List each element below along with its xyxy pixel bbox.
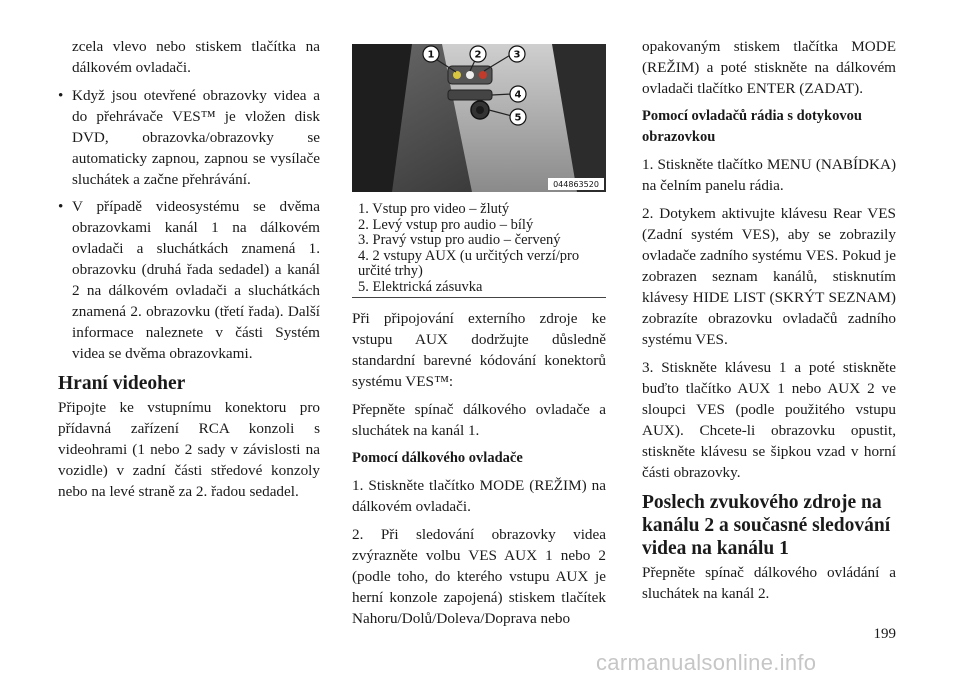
- bullet-text: Když jsou otevřené obrazovky videa a do přehrávače VES™ je vložen disk DVD, obrazovka/obrazovky se automaticky zapnou, zapnou se vysílače sluchátek a začne přehrávání.: [72, 87, 320, 188]
- watermark: carmanualsonline.info: [596, 650, 817, 675]
- body-paragraph: Připojte ke vstupnímu konektoru pro přídavná zařízení RCA konzoli s videohrami (1 nebo 2 sady v závislosti na vozidle) v zadní části středové konzoly nebo na levé straně za 2. řadou sedadel.: [58, 399, 320, 500]
- caption-item: 1. Vstup pro video – žlutý: [358, 201, 510, 217]
- subheading-touchscreen-controls: Pomocí ovladačů rádia s dotykovou obrazovkou: [642, 108, 862, 145]
- callout-number: 2: [474, 49, 482, 61]
- column-middle: [352, 40, 606, 636]
- body-paragraph: Přepněte spínač dálkového ovládání a sluchátek na kanál 2.: [642, 564, 896, 602]
- bullet-text: V případě videosystému se dvěma obrazovkami kanál 1 na dálkovém ovladači a sluchátkách znamená 1. obrazovku (druhá řada sedadel) a kanál 2 na dálkovém ovladači a sluchátkách znamená 2. obrazovku (třetí řada). Další informace naleznete v části Systém videa se dvěma obrazovkami.: [72, 198, 320, 362]
- bullet-list: [58, 85, 320, 364]
- continuation-text: zcela vlevo nebo stiskem tlačítka na dálkovém ovladači.: [72, 38, 320, 76]
- figure-caption-list: [352, 202, 606, 298]
- caption-item: 3. Pravý vstup pro audio – červený: [358, 232, 561, 248]
- step-item: 1. Stiskněte tlačítko MENU (NABÍDKA) na čelním panelu rádia.: [642, 156, 896, 194]
- step-item: 2. Při sledování obrazovky videa zvýrazněte volbu VES AUX 1 nebo 2 (podle toho, do kterého vstupu AUX je herní konzole zapojená) stiskem tlačítek Nahoru/Dolů/Doleva/Doprava nebo: [352, 526, 606, 627]
- body-paragraph: Přepněte spínač dálkového ovladače a sluchátek na kanál 1.: [352, 401, 606, 439]
- caption-item: 2. Levý vstup pro audio – bílý: [358, 216, 534, 233]
- bullet-item: [58, 196, 320, 364]
- bullet-icon: •: [58, 198, 64, 215]
- console-illustration: [352, 44, 606, 192]
- callout-number: 1: [427, 49, 435, 61]
- subheading-remote-control: Pomocí dálkového ovladače: [352, 450, 523, 466]
- bullet-item: [58, 85, 320, 190]
- console-photo: [352, 44, 606, 192]
- page-number: 199: [873, 626, 896, 642]
- body-paragraph: Při připojování externího zdroje ke vstupu AUX dodržujte důsledně standardní barevné kódování konektorů systému VES™:: [352, 310, 606, 390]
- step-item: 2. Dotykem aktivujte klávesu Rear VES (Zadní systém VES), aby se zobrazily ovladače zadního systému VES. Pokud je zobrazen seznam kanálů, stisknutím klávesy HIDE LIST (SKRÝT SEZNAM) zobrazíte obrazovku ovladačů zadního systému VES.: [642, 205, 896, 348]
- step-item: 1. Stiskněte tlačítko MODE (REŽIM) na dálkovém ovladači.: [352, 477, 606, 515]
- continuation-text: opakovaným stiskem tlačítka MODE (REŽIM) a poté stiskněte na dálkovém ovladači tlačítko ENTER (ZADAT).: [642, 38, 896, 97]
- callout-number: 4: [514, 89, 522, 101]
- callout-number: 5: [514, 112, 522, 124]
- image-code: 044863520: [553, 180, 599, 189]
- column-right: [642, 36, 896, 611]
- column-left: [58, 36, 320, 509]
- callout-number: 3: [513, 49, 521, 61]
- caption-item: 5. Elektrická zásuvka: [358, 278, 483, 295]
- section-heading-video-games: Hraní videoher: [58, 373, 186, 394]
- caption-item: 4. 2 vstupy AUX (u určitých verzí/pro určité trhy): [358, 247, 580, 279]
- section-heading-audio-channel-2: Poslech zvukového zdroje na kanálu 2 a současné sledování videa na kanálu 1: [642, 492, 891, 559]
- step-item: 3. Stiskněte klávesu 1 a poté stiskněte buďto tlačítko AUX 1 nebo AUX 2 ve sloupci VES (podle použitého vstupu AUX). Chcete-li obrazovku opustit, stiskněte klávesu se šipkou vzad v horní části obrazovky.: [642, 359, 896, 481]
- bullet-icon: •: [58, 87, 64, 104]
